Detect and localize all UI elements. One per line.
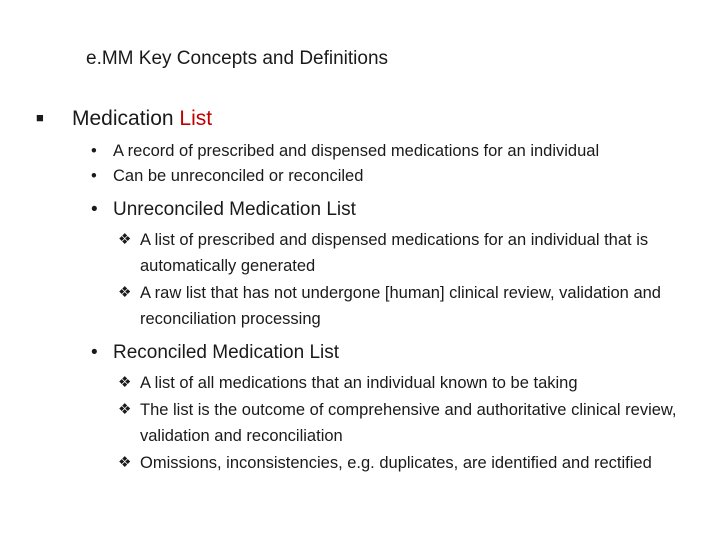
group-heading: • Unreconciled Medication List [91, 197, 696, 223]
slide-title: e.MM Key Concepts and Definitions [86, 48, 389, 69]
dot-bullet-icon: • [91, 167, 97, 185]
definition-list [36, 139, 696, 189]
section-heading [36, 107, 696, 131]
group-heading: • Reconciled Medication List [91, 340, 696, 366]
diamond-bullet-icon: ❖ [118, 454, 132, 471]
dot-bullet-icon: • [91, 199, 98, 220]
unreconciled-group [36, 197, 696, 332]
list-item: • A record of prescribed and dispensed medications for an individual [91, 139, 696, 164]
section-label: Medication [72, 107, 180, 130]
list-item: • Can be unreconciled or reconciled [91, 164, 696, 189]
diamond-bullet-icon: ❖ [118, 374, 132, 391]
diamond-bullet-icon: ❖ [118, 284, 132, 301]
list-item: ❖ A raw list that has not undergone [human] clinical review, validation and reconciliation processing [118, 280, 696, 332]
section-label-emphasis: List [179, 107, 213, 130]
square-bullet-icon: ■ [36, 110, 44, 125]
dot-bullet-icon: • [91, 342, 98, 363]
reconciled-group [36, 340, 696, 476]
list-item: ❖ Omissions, inconsistencies, e.g. duplicates, are identified and rectified [118, 450, 696, 476]
group-items [36, 227, 696, 332]
dot-bullet-icon: • [91, 142, 97, 160]
group-items [36, 370, 696, 476]
diamond-bullet-icon: ❖ [118, 231, 132, 248]
list-item: ❖ The list is the outcome of comprehensive and authoritative clinical review, validation and reconciliation [118, 397, 696, 449]
diamond-bullet-icon: ❖ [118, 401, 132, 418]
list-item: ❖ A list of all medications that an individual known to be taking [118, 370, 696, 396]
list-item: ❖ A list of prescribed and dispensed medications for an individual that is automatically generated [118, 227, 696, 279]
content-body [36, 107, 696, 477]
